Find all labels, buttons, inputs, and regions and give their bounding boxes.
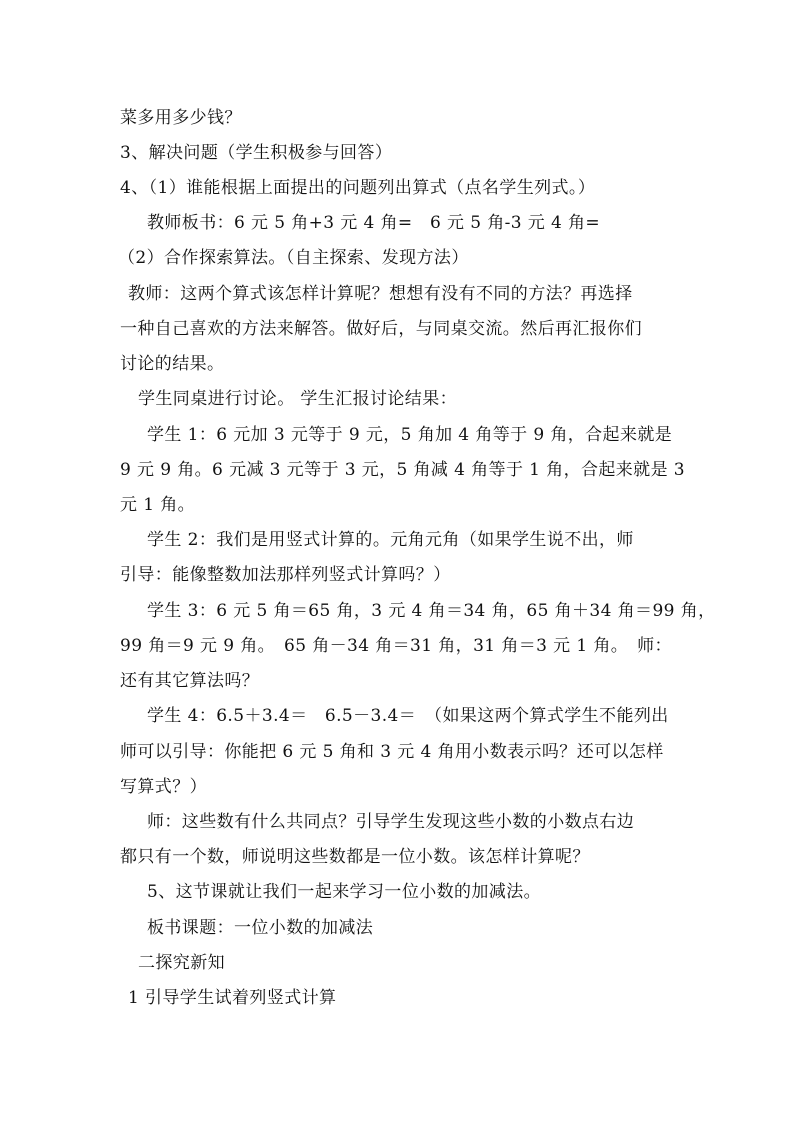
- text-line: 板书课题：一位小数的加减法: [147, 918, 374, 938]
- text-line: 3、解决问题（学生积极参与回答）: [120, 143, 393, 163]
- text-line: 菜多用多少钱？: [120, 108, 242, 128]
- text-line: 5、这节课就让我们一起来学习一位小数的加减法。: [147, 882, 542, 902]
- text-line: 4、（1）谁能根据上面提出的问题列出算式（点名学生列式。）: [120, 178, 596, 198]
- text-line: 师：这些数有什么共同点？引导学生发现这些小数的小数点右边: [147, 812, 635, 832]
- text-line: 引导：能像整数加法那样列竖式计算吗？）: [120, 565, 451, 585]
- text-line: 学生 3：6 元 5 角＝65 角，3 元 4 角＝34 角，65 角＋34 角＝99 角，: [147, 601, 716, 621]
- text-line: 讨论的结果。: [120, 354, 225, 374]
- text-line: 写算式？）: [120, 777, 207, 797]
- text-line: 元 1 角。: [120, 495, 196, 515]
- text-line: 师可以引导：你能把 6 元 5 角和 3 元 4 角用小数表示吗？还可以怎样: [120, 742, 664, 762]
- text-line: 1 引导学生试着列竖式计算: [128, 988, 337, 1008]
- text-line: 学生 4：6.5＋3.4＝ 6.5－3.4＝ （如果这两个算式学生不能列出: [147, 706, 669, 726]
- text-line: 还有其它算法吗？: [120, 671, 260, 691]
- text-line: 都只有一个数，师说明这些数都是一位小数。该怎样计算呢？: [120, 847, 590, 867]
- text-line: 99 角＝9 元 9 角。 65 角－34 角＝31 角，31 角＝3 元 1 角。 师：: [120, 636, 672, 656]
- text-line: 教师板书：6 元 5 角+3 元 4 角= 6 元 5 角-3 元 4 角=: [147, 213, 601, 233]
- text-line: 学生 1：6 元加 3 元等于 9 元，5 角加 4 角等于 9 角，合起来就是: [147, 425, 673, 445]
- text-line: 一种自己喜欢的方法来解答。做好后，与同桌交流。然后再汇报你们: [120, 319, 642, 339]
- text-line: 二探究新知: [138, 953, 225, 973]
- text-line: 9 元 9 角。6 元减 3 元等于 3 元，5 角减 4 角等于 1 角，合起来就是 3: [120, 460, 685, 480]
- text-line: 学生 2：我们是用竖式计算的。元角元角（如果学生说不出，师: [147, 530, 634, 550]
- text-line: （2）合作探索算法。（自主探索、发现方法）: [118, 248, 469, 268]
- text-line: 学生同桌进行讨论。 学生汇报讨论结果：: [138, 389, 458, 409]
- text-line: 教师：这两个算式该怎样计算呢？想想有没有不同的方法？再选择: [128, 284, 633, 304]
